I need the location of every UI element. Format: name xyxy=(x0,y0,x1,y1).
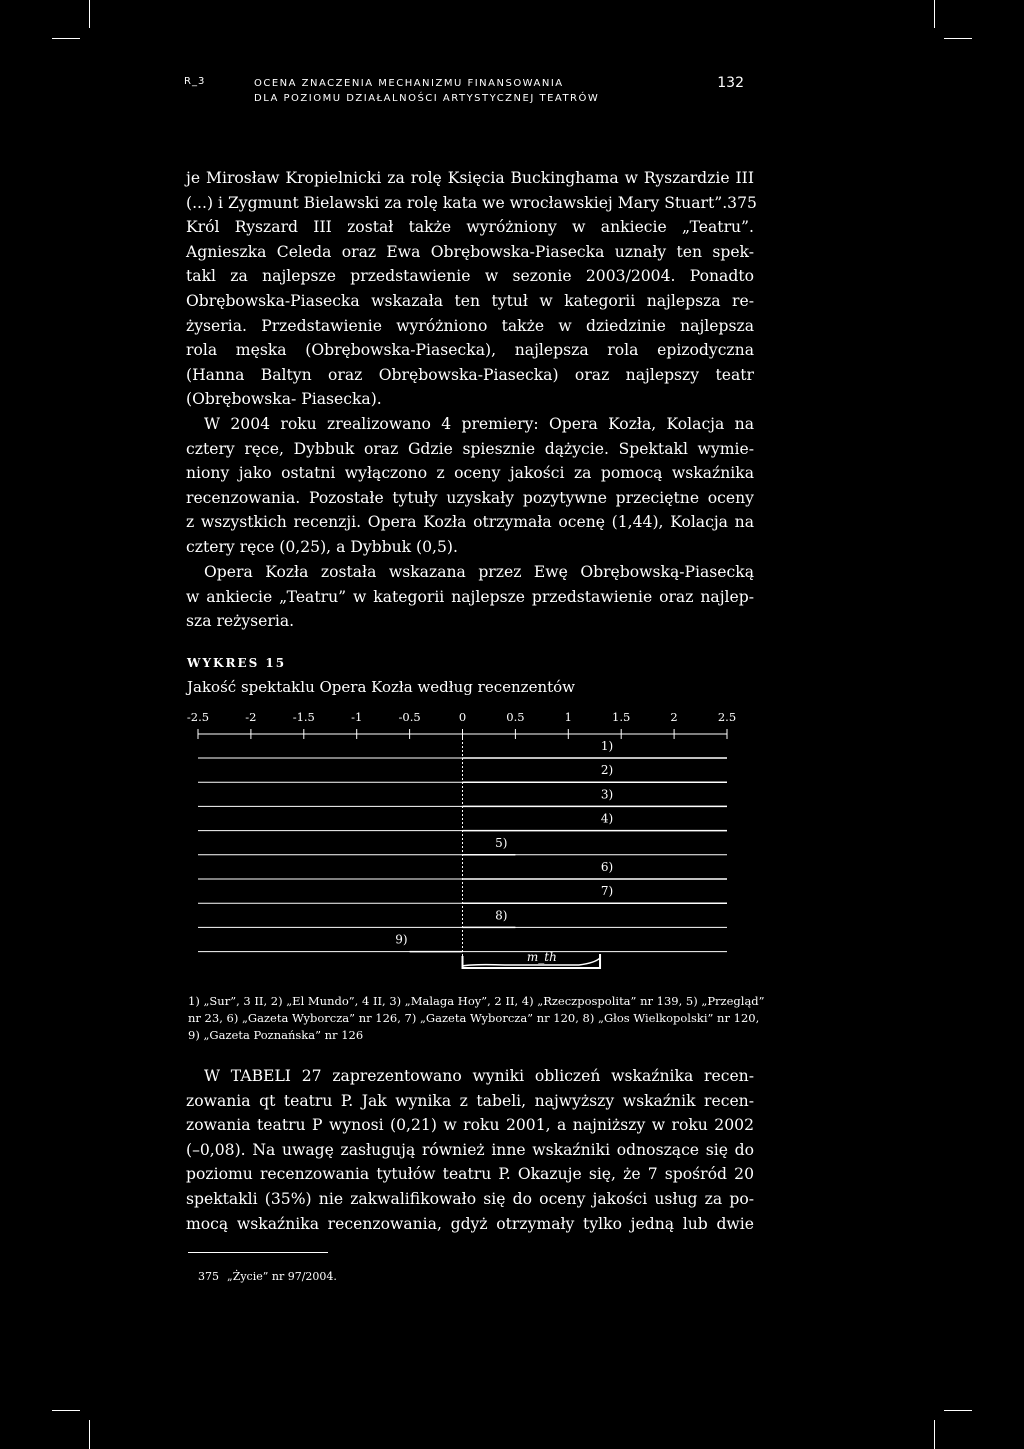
chart-notes xyxy=(188,993,765,1044)
footnote-text: „Życie” nr 97/2004. xyxy=(227,1270,337,1283)
crop-mark-bottom-left-vertical xyxy=(89,1420,90,1449)
text-line: zowania qt teatru P. Jak wynika z tabeli, najwyższy wskaźnik recen- xyxy=(186,1091,754,1110)
chart-title: Jakość spektaklu Opera Kozła według recenzentów xyxy=(187,678,576,696)
x-tick-label: 1 xyxy=(564,710,572,724)
x-tick-label: 2.5 xyxy=(717,710,737,724)
x-tick-label: 0 xyxy=(458,710,467,724)
text-line: W 2004 roku zrealizowano 4 premiery: Opera Kozła, Kolacja na xyxy=(204,415,754,433)
text-line: żyseria. Przedstawienie wyróżniono także w dziedzinie najlepsza xyxy=(186,316,754,335)
bar-label: 1) xyxy=(600,739,614,753)
bar-label: 5) xyxy=(495,835,508,850)
text-line: cztery ręce, Dybbuk oraz Gdzie spiesznie dążycie. Spektakl wymie- xyxy=(186,439,754,458)
text-line: (Obrębowska- Piasecka). xyxy=(186,390,382,409)
crop-mark-top-left-horizontal xyxy=(52,38,80,39)
text-line: niony jako ostatni wyłączono z oceny jakości za pomocą wskaźnika xyxy=(186,464,754,483)
crop-mark-top-right-horizontal xyxy=(944,38,972,39)
crop-mark-top-left-vertical xyxy=(89,0,90,28)
note-line: 9) „Gazeta Poznańska” nr 126 xyxy=(188,1028,364,1042)
crop-mark-bottom-left-horizontal xyxy=(52,1410,80,1411)
text-line: W TABELI 27 zaprezentowano wyniki obliczeń wskaźnika recen- xyxy=(204,1067,754,1085)
text-line: takl za najlepsze przedstawienie w sezonie 2003/2004. Ponadto xyxy=(186,267,754,286)
paragraph-4 xyxy=(186,1064,754,1236)
note-line: 1) „Sur”, 3 II, 2) „El Mundo”, 4 II, 3) „Malaga Hoy”, 2 II, 4) „Rzeczpospolita” nr 139, 5) „Przegląd” xyxy=(188,994,765,1008)
bar-label: 8) xyxy=(495,908,508,923)
paragraph-3 xyxy=(186,560,754,634)
text-line: cztery ręce (0,25), a Dybbuk (0,5). xyxy=(186,537,458,556)
text-line: spektakli (35%) nie zakwalifikowało się do oceny jakości usług za po- xyxy=(186,1189,754,1208)
bar-label: 6) xyxy=(600,860,614,874)
paragraph-2 xyxy=(186,412,754,560)
footnote xyxy=(198,1270,345,1283)
distribution-bracket xyxy=(463,954,601,968)
text-line: zowania teatru P wynosi (0,21) w roku 2001, a najniższy w roku 2002 xyxy=(186,1116,754,1135)
x-tick-label: 2 xyxy=(670,710,678,724)
note-line: nr 23, 6) „Gazeta Wyborcza” nr 126, 7) „Gazeta Wyborcza” nr 120, 8) „Głos Wielkopolski” nr 120, xyxy=(188,1011,760,1025)
page-number: 132 xyxy=(717,75,744,91)
crop-mark-top-right-vertical xyxy=(934,0,935,28)
x-tick-label: -1 xyxy=(351,710,363,724)
footnote-rule xyxy=(188,1252,328,1253)
x-tick-label: 1.5 xyxy=(612,710,631,724)
text-line: rola męska (Obrębowska-Piasecka), najlepsza rola epizodyczna xyxy=(186,341,754,360)
distribution-curve xyxy=(463,958,601,966)
text-line: Opera Kozła została wskazana przez Ewę Obrębowską-Piasecką xyxy=(204,563,754,581)
text-line: z wszystkich recenzji. Opera Kozła otrzymała ocenę (1,44), Kolacja na xyxy=(186,513,754,532)
text-line: (–0,08). Na uwagę zasługują również inne wskaźniki odnoszące się do xyxy=(186,1140,754,1159)
text-line: (...) i Zygmunt Bielawski za rolę kata we wrocławskiej Mary Stuart”.375 xyxy=(186,193,757,212)
x-tick-label: -1.5 xyxy=(292,710,315,724)
text-line: recenzowania. Pozostałe tytuły uzyskały pozytywne przeciętne oceny xyxy=(186,488,754,507)
bar-label: 7) xyxy=(600,884,614,899)
running-title-line: DLA POZIOMU DZIAŁALNOŚCI ARTYSTYCZNEJ TEATRÓW xyxy=(254,93,600,104)
chart-label: WYKRES 15 xyxy=(187,656,287,670)
text-line: je Mirosław Kropielnicki za rolę Księcia Buckinghama w Ryszardzie III xyxy=(186,169,754,187)
bar-label: 3) xyxy=(600,787,614,802)
x-tick-label: 0.5 xyxy=(506,710,525,724)
footnote-number: 375 xyxy=(198,1270,219,1283)
running-title-line: OCENA ZNACZENIA MECHANIZMU FINANSOWANIA xyxy=(254,78,564,89)
mth-label: m_th xyxy=(526,950,557,964)
x-tick-label: -0.5 xyxy=(398,710,421,724)
section-label: R_3 xyxy=(184,76,206,87)
crop-mark-bottom-right-horizontal xyxy=(944,1410,972,1411)
text-line: sza reżyseria. xyxy=(186,612,295,631)
text-line: (Hanna Baltyn oraz Obrębowska-Piasecka) oraz najlepszy teatr xyxy=(186,365,754,384)
running-title xyxy=(254,76,599,106)
bar-label: 2) xyxy=(600,763,614,778)
x-tick-label: -2.5 xyxy=(186,710,210,724)
bar-label: 4) xyxy=(600,811,614,826)
x-tick-label: -2 xyxy=(245,710,257,724)
text-line: Obrębowska-Piasecka wskazała ten tytuł w kategorii najlepsza re- xyxy=(186,291,754,310)
text-line: Król Ryszard III został także wyróżniony w ankiecie „Teatru”. xyxy=(186,218,754,237)
crop-mark-bottom-right-vertical xyxy=(934,1420,935,1449)
paragraph-1 xyxy=(186,166,757,412)
text-line: poziomu recenzowania tytułów teatru P. Okazuje się, że 7 spośród 20 xyxy=(186,1165,754,1184)
text-line: mocą wskaźnika recenzowania, gdyż otrzymały tylko jedną lub dwie xyxy=(186,1214,754,1233)
text-line: Agnieszka Celeda oraz Ewa Obrębowska-Piasecka uznały ten spek- xyxy=(186,242,754,261)
bar-label: 9) xyxy=(395,932,408,947)
text-line: w ankiecie „Teatru” w kategorii najlepsze przedstawienie oraz najlep- xyxy=(186,587,754,606)
